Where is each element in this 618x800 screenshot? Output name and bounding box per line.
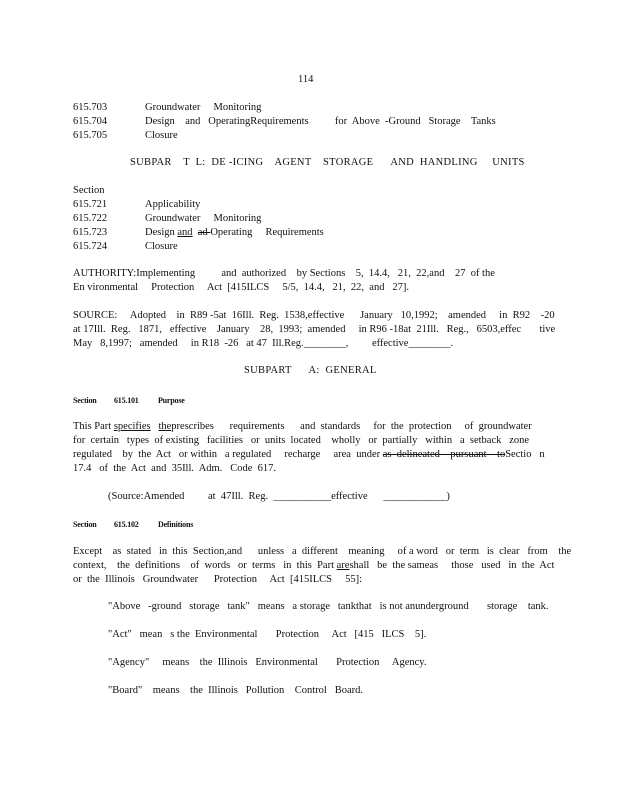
toc-number: 615.704 (73, 116, 108, 127)
toc-title: Applicability (145, 199, 201, 210)
deleted-text: as delineated pursuant to (382, 449, 506, 460)
authority-line-1: AUTHORITY:Implementing and authorized by Sections 5, 14.4, 21, 22,and 27 of the (73, 268, 495, 279)
section-101-title: Purpose (158, 396, 185, 405)
source-line-1: SOURCE: Adopted in R89 -5at 16Ill. Reg. 1538,effective January 10,1992; amended in R92 -20 (73, 310, 555, 321)
purpose-line-1 (73, 420, 532, 434)
section-102-number: 615.102 (114, 520, 139, 529)
definition-above-ground-storage-tank: "Above -ground storage tank" means a storage tankthat is not anunderground storage tank. (108, 601, 549, 612)
definitions-intro-line-2 (73, 559, 554, 573)
purpose-line-3 (73, 448, 545, 462)
toc-title: Groundwater Monitoring (145, 213, 262, 224)
section-101-number: 615.101 (114, 396, 139, 405)
toc-row (73, 115, 496, 129)
effective-label: , effective (345, 338, 409, 349)
text: Sectio n (505, 449, 545, 460)
end-period: . (450, 338, 454, 349)
toc-title: Closure (145, 241, 178, 252)
toc-number: 615.723 (73, 227, 108, 238)
text: regulated by the Act or within a regulated recharge area under (73, 449, 383, 460)
text: This Part (73, 421, 114, 432)
toc-row (73, 226, 324, 240)
blank-line: ___________ (273, 491, 332, 502)
text: prescribes requirements and standards for the protection of groundwater (171, 421, 532, 432)
toc-number: 615.721 (73, 199, 108, 210)
definition-act: "Act" mean s the Environmental Protection Act [415 ILCS 5]. (108, 629, 427, 640)
blank-line: ________ (408, 338, 451, 349)
source-line-3-text: May 8,1997; amended in R18 -26 at 47 Ill.Reg. (73, 338, 304, 349)
toc-title: Groundwater Monitoring (145, 102, 262, 113)
toc-title: Closure (145, 130, 178, 141)
toc-row (73, 101, 261, 115)
toc-row (73, 240, 178, 254)
source-line-2: at 17Ill. Reg. 1871, effective January 28, 1993; amended in R96 -18at 21Ill. Reg., 6503,effec tive (73, 324, 556, 335)
subpart-l-heading: SUBPAR T L: DE -ICING AGENT STORAGE AND HANDLING UNITS (130, 157, 525, 168)
page-number: 114 (298, 74, 314, 85)
source-note (108, 490, 450, 504)
blank-line: ____________ (383, 491, 447, 502)
toc-row (73, 212, 261, 226)
section-102-title: Definitions (158, 520, 194, 529)
toc-row (73, 129, 178, 143)
toc-number: 615.724 (73, 241, 108, 252)
inserted-text: specifies (113, 421, 151, 432)
toc-title-post: Operating Requirements (210, 227, 324, 238)
definitions-intro-line-3: or the Illinois Groundwater Protection Act [415ILCS 55]: (73, 574, 363, 585)
toc-row (73, 198, 200, 212)
text: shall be the sameas those used in the Act (349, 560, 555, 571)
definition-board: "Board" means the Illinois Pollution Control Board. (108, 685, 364, 696)
toc-number: 615.703 (73, 102, 108, 113)
inserted-text: and (177, 227, 193, 238)
purpose-line-4: 17.4 of the Act and 35Ill. Adm. Code 617. (73, 463, 276, 474)
subpart-a-heading: SUBPART A: GENERAL (244, 365, 377, 376)
close-paren: ) (446, 491, 450, 502)
underlined-text: the (158, 421, 172, 432)
source-line-3 (73, 337, 453, 351)
effective-label: effective (331, 491, 368, 502)
toc-title: Design and OperatingRequirements for Above -Ground Storage Tanks (145, 116, 496, 127)
toc-number: 615.722 (73, 213, 108, 224)
definition-agency: "Agency" means the Illinois Environmental Protection Agency. (108, 657, 427, 668)
source-note-text: (Source:Amended at 47Ill. Reg. (108, 491, 269, 502)
blank-line: ________ (303, 338, 346, 349)
section-101-label: Section (73, 396, 97, 405)
definitions-intro-line-1: Except as stated in this Section,and unless a different meaning of a word or term is clear from the (73, 546, 572, 557)
deleted-text: ad (197, 227, 211, 238)
section-label: Section (73, 185, 105, 196)
toc-title-pre: Design (145, 227, 178, 238)
authority-line-2: En vironmental Protection Act [415ILCS 5/5, 14.4, 21, 22, and 27]. (73, 282, 409, 293)
inserted-text: are (336, 560, 350, 571)
toc-number: 615.705 (73, 130, 108, 141)
purpose-line-2: for certain types of existing facilities or units located wholly or partially within a setback zone (73, 435, 530, 446)
text: context, the definitions of words or terms in this Part (73, 560, 337, 571)
section-102-label: Section (73, 520, 97, 529)
